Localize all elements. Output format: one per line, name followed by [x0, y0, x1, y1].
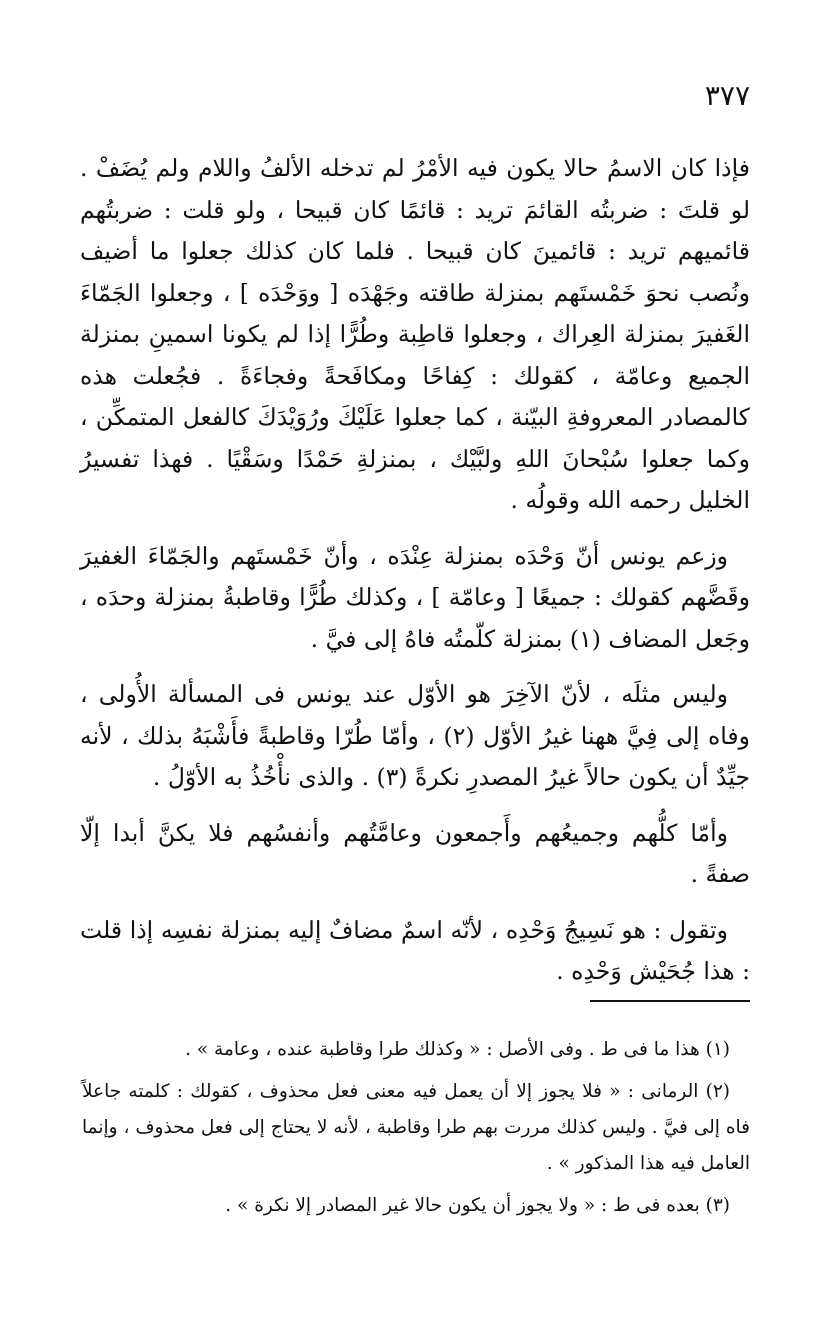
paragraph-1: فإذا كان الاسمُ حالا يكون فيه الأمْرُ لم تدخله الألفُ واللام ولم يُضَفْ . لو قلتَ : ضربتُه القائمَ تريد : قائمًا كان قبيحا ، ولو قلت : ضربتُهم قائميهم تريد : قائمينَ كان قبيحا . فلما كان كذلك جعلوا ما أضيف ونُصب نحوَ خَمْستَهم بمنزلة طاقته وجَهْدَه [ ووَحْدَه ] ، وجعلوا الجَمّاءَ الغَفيرَ بمنزلة العِراك ، وجعلوا قاطِبة وطُرًّا إذا لم يكونا اسمينِ بمنزلة الجميع وعامّة ، كقولك : كِفاحًا ومكافَحةً وفجاءَةً . فجُعلت هذه كالمصادر المعروفةِ البيّنة ، كما جعلوا عَلَيْكَ ورُوَيْدَكَ كالفعل المتمكِّن ، وكما جعلوا سُبْحانَ اللهِ ولبَّيْك ، بمنزلةِ حَمْدًا وسَقْيًا . فهذا تفسيرُ الخليل رحمه الله وقولُه . [80, 154, 750, 514]
paragraph-4: وأمّا كلُّهم وجميعُهم وأَجمعون وعامَّتُهم وأنفسُهم فلا يكنَّ أبدا إلّا صفةً . [80, 818, 750, 888]
paragraph-3: وليس مثلَه ، لأنّ الآخِرَ هو الأوّل عند يونس فى المسألة الأُولى ، وفاه إلى فِيَّ ههنا غيرُ الأوّل (٢) ، وأمّا طُرّا وقاطبةً فأَشْبَهُ بذلك ، لأنه جيِّدٌ أن يكون حالاً غيرُ المصدرِ نكرةً (٣) . والذى نأْخُذُ به الأوّلُ . [80, 680, 750, 791]
page-number: ٣٧٧ [704, 79, 750, 112]
paragraph-5: وتقول : هو نَسِيجُ وَحْدِه ، لأنّه اسمٌ مضافٌ إليه بمنزلة نفسِه إذا قلت : هذا جُحَيْش وَحْدِه . [80, 915, 750, 985]
main-text [80, 148, 750, 1007]
paragraph-2: وزعم يونس أنّ وَحْدَه بمنزلة عِنْدَه ، وأنّ خَمْستَهم والجَمّاءَ الغفيرَ وقَضَّهم كقولك : جميعًا [ وعامّة ] ، وكذلك طُرًّا وقاطبةُ بمنزلة وحدَه ، وجَعل المضاف (١) بمنزلة كلّمتُه فاهُ إلى فيَّ . [80, 541, 750, 653]
footnote-separator [590, 1000, 750, 1002]
footnotes [82, 1032, 750, 1230]
footnote-1: (١) هذا ما فى ط . وفى الأصل : « وكذلك طرا وقاطبة عنده ، وعامة » . [185, 1039, 730, 1060]
footnote-2: (٢) الرمانى : « فلا يجوز إلا أن يعمل فيه معنى فعل محذوف ، كقولك : كلمته جاعلاً فاه إلى فيَّ . وليس كذلك مررت بهم طرا وقاطبة ، لأنه لا يحتاج إلى فعل محذوف ، وإنما العامل فيه هذا المذكور » . [82, 1081, 750, 1174]
footnote-3: (٣) بعده فى ط : « ولا يجوز أن يكون حالا غير المصادر إلا نكرة » . [225, 1195, 730, 1216]
